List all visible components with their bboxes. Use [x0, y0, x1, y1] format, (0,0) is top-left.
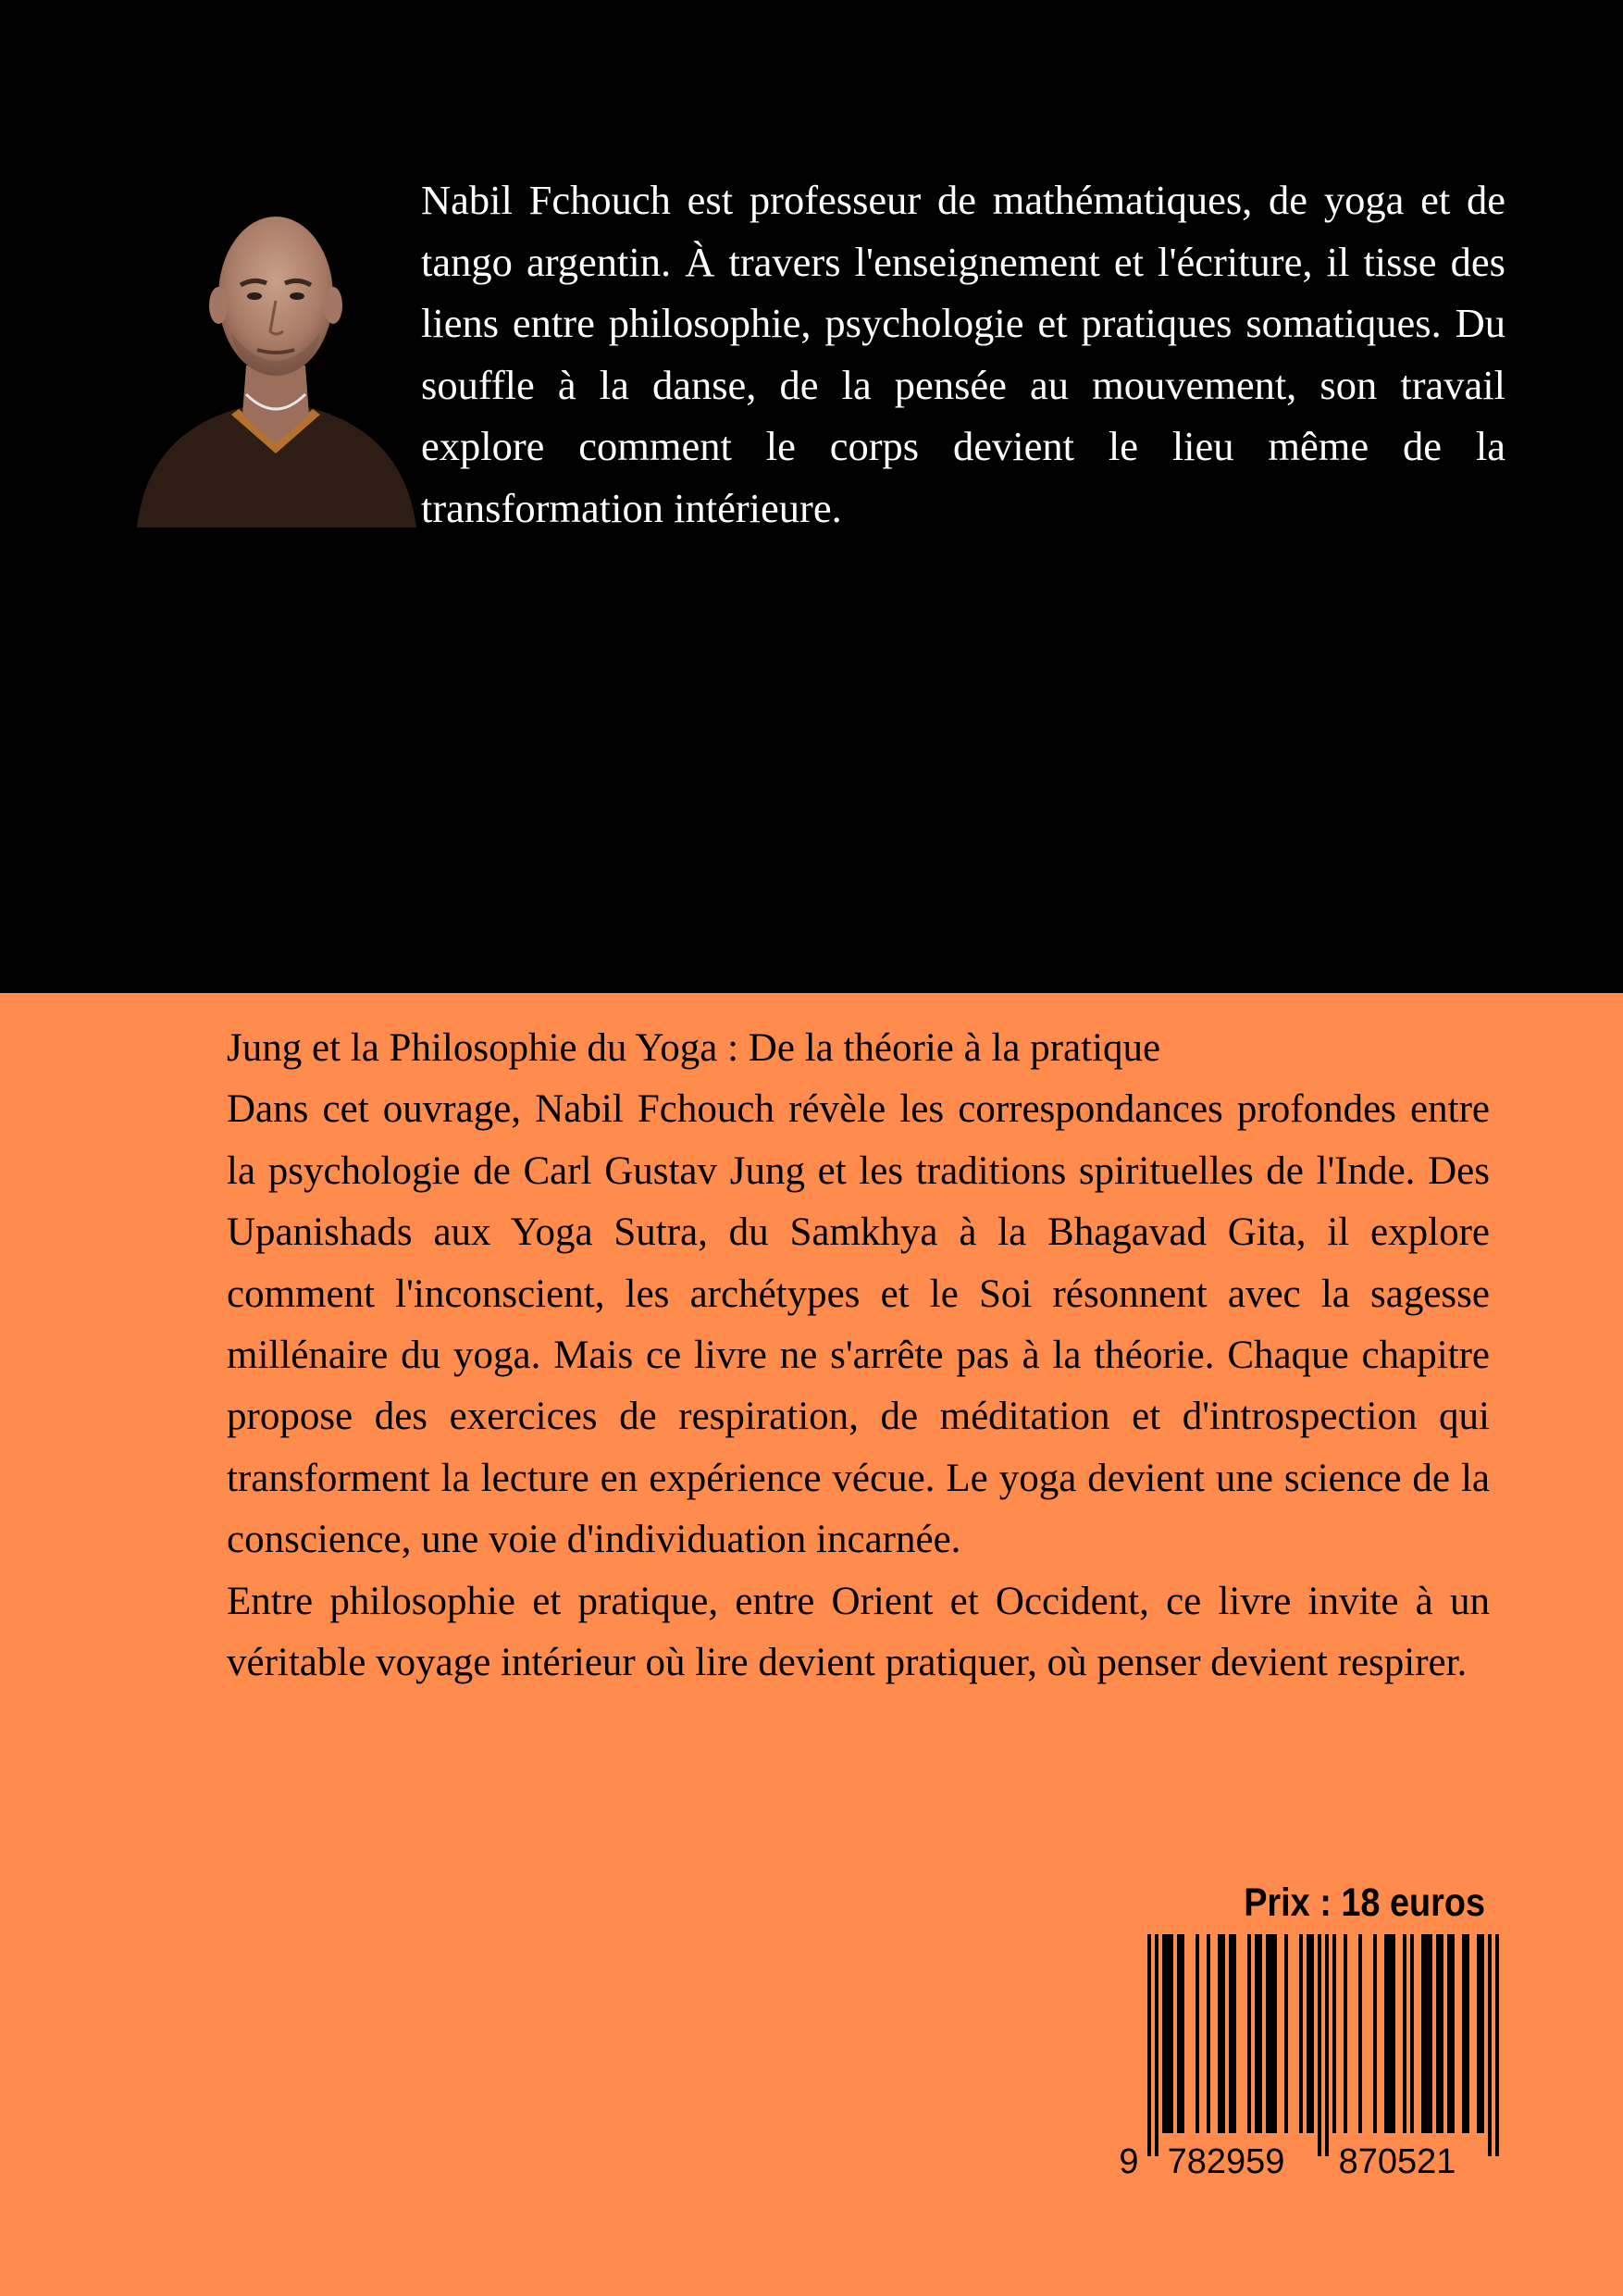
barcode-bar — [1466, 1934, 1469, 2133]
barcode-bar — [1299, 1934, 1303, 2133]
barcode-bar — [1425, 1934, 1429, 2133]
barcode-bar — [1447, 1934, 1451, 2133]
barcode-bar — [1196, 1934, 1199, 2133]
barcode-left-digits: 782959 — [1167, 2142, 1285, 2181]
barcode-bar — [1384, 1934, 1388, 2133]
barcode-bar — [1429, 1934, 1432, 2133]
barcode-right-digits: 870521 — [1338, 2142, 1456, 2181]
barcode-bar — [1181, 1934, 1184, 2133]
barcode-bar — [1221, 1934, 1225, 2133]
barcode-bar — [1481, 1934, 1484, 2133]
barcode-bar — [1403, 1934, 1406, 2133]
barcode-bar — [1233, 1934, 1236, 2133]
barcode-bar — [1332, 1934, 1336, 2133]
barcode-bar — [1166, 1934, 1170, 2133]
barcode-bar — [1229, 1934, 1233, 2133]
barcode-bar — [1388, 1934, 1392, 2133]
isbn-barcode — [1110, 1934, 1508, 2193]
barcode-bar — [1421, 1934, 1425, 2133]
barcode-bar — [1344, 1934, 1347, 2133]
book-title: Jung et la Philosophie du Yoga : De la théorie à la pratique — [227, 1026, 1161, 1070]
barcode-bar — [1410, 1934, 1414, 2133]
barcode-bar — [1155, 1934, 1158, 2156]
barcode-bar — [1170, 1934, 1173, 2133]
barcode-bar — [1358, 1934, 1362, 2133]
barcode-bar — [1451, 1934, 1455, 2133]
barcode-bar — [1147, 1934, 1151, 2156]
barcode-bar — [1310, 1934, 1314, 2133]
barcode-bar — [1440, 1934, 1443, 2133]
barcode-bar — [1373, 1934, 1377, 2133]
barcode-bar — [1307, 1934, 1310, 2133]
author-panel — [0, 0, 1623, 993]
price-label: Prix : 18 euros — [1244, 1880, 1485, 1925]
barcode-bar — [1218, 1934, 1221, 2133]
barcode-bar — [1462, 1934, 1466, 2133]
description-paragraph-2: Entre philosophie et pratique, entre Orient et Occident, ce livre invite à un véritable voyage intérieur où lire devient pratiquer, où penser devient respirer. — [227, 1579, 1490, 1685]
barcode-bar — [1273, 1934, 1277, 2133]
barcode-bar — [1207, 1934, 1210, 2133]
book-description — [227, 1018, 1490, 1694]
barcode-bar — [1488, 1934, 1492, 2156]
barcode-bar — [1247, 1934, 1251, 2133]
barcode-bar — [1477, 1934, 1481, 2133]
barcode-bar — [1270, 1934, 1273, 2133]
barcode-bar — [1255, 1934, 1258, 2133]
barcode-bar — [1258, 1934, 1262, 2133]
barcode-bar — [1177, 1934, 1181, 2133]
barcode-bar — [1162, 1934, 1166, 2133]
author-bio: Nabil Fchouch est professeur de mathématiques, de yoga et de tango argentin. À travers l'enseignement et l'écriture, il tisse des liens entre philosophie, psychologie et pratiques somatiques. Du souffle à la danse, de la pensée au mouvement, son travail explore comment le corps devient le lieu même de la transformation intérieure. — [421, 177, 1505, 531]
barcode-lead-digit: 9 — [1119, 2142, 1139, 2181]
barcode-bar — [1318, 1934, 1321, 2156]
barcode-bar — [1284, 1934, 1288, 2133]
barcode-bar — [1392, 1934, 1395, 2133]
barcode-bar — [1266, 1934, 1270, 2133]
author-photo — [128, 176, 424, 527]
barcode-bar — [1325, 1934, 1329, 2156]
barcode-bar — [1436, 1934, 1440, 2133]
barcode-bar — [1495, 1934, 1499, 2156]
description-paragraph-1: Dans cet ouvrage, Nabil Fchouch révèle les correspondances profondes entre la psychologie de Carl Gustav Jung et les traditions spirituelles de l'Inde. Des Upanishads aux Yoga Sutra, du Samkhya à la Bhagavad Gita, il explore comment l'inconscient, les archétypes et le Soi résonnent avec la sagesse millénaire du yoga. Mais ce livre ne s'arrête pas à la théorie. Chaque chapitre propose des exercices de respiration, de méditation et d'introspection qui transforment la lecture en expérience vécue. Le yoga devient une science de la conscience, une voie d'individuation incarnée. — [227, 1087, 1490, 1562]
